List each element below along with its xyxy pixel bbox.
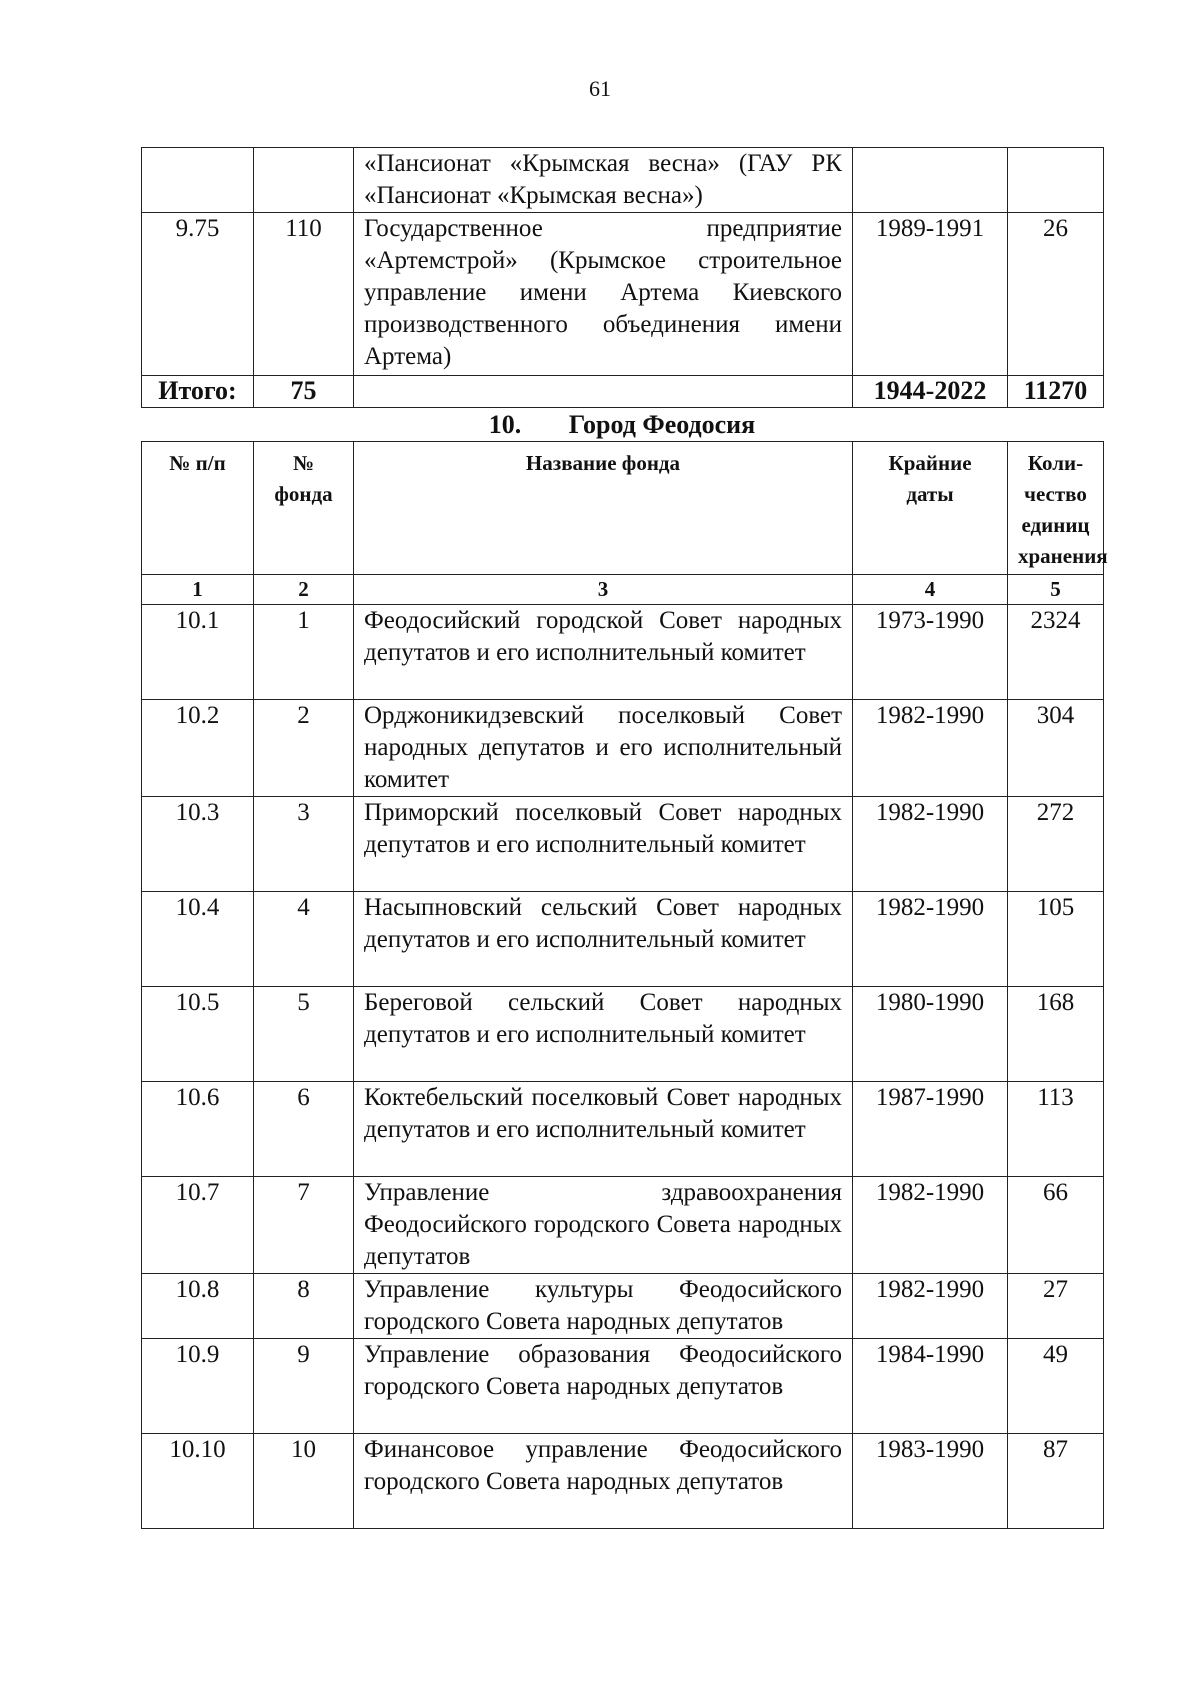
- storage-units: 113: [1008, 1082, 1104, 1177]
- fond-number: 8: [254, 1274, 354, 1339]
- fond-name: Управление культуры Феодосийского городского Совета народных депутатов: [354, 1274, 853, 1339]
- row-number: 9.75: [142, 213, 254, 376]
- column-number-row: [142, 575, 1104, 605]
- column-number: 4: [853, 575, 1008, 605]
- row-number: 10.2: [142, 700, 254, 797]
- row-number: 10.10: [142, 1434, 254, 1529]
- fond-name: Приморский поселковый Совет народных депутатов и его исполнительный комитет: [354, 797, 853, 892]
- storage-units: 272: [1008, 797, 1104, 892]
- column-number: 3: [354, 575, 853, 605]
- fond-number: 6: [254, 1082, 354, 1177]
- row-number: 10.5: [142, 987, 254, 1082]
- fond-number: 4: [254, 892, 354, 987]
- fonds-table: [141, 441, 1108, 1529]
- total-count: 11270: [1008, 376, 1104, 408]
- column-number: 1: [142, 575, 254, 605]
- storage-units: 168: [1008, 987, 1104, 1082]
- fond-number: 9: [254, 1339, 354, 1434]
- table-row: [142, 892, 1104, 987]
- fond-number: 7: [254, 1177, 354, 1274]
- storage-units: 2324: [1008, 605, 1104, 700]
- fond-name: Орджоникидзевский поселковый Совет народных депутатов и его исполнительный комитет: [354, 700, 853, 797]
- table-row: [142, 148, 1104, 213]
- row-number: 10.6: [142, 1082, 254, 1177]
- extreme-dates: 1982-1990: [853, 700, 1008, 797]
- extreme-dates: 1982-1990: [853, 1274, 1008, 1339]
- table-row: [142, 1177, 1104, 1274]
- storage-units: 49: [1008, 1339, 1104, 1434]
- row-number: 10.1: [142, 605, 254, 700]
- fond-name: Управление образования Феодосийского городского Совета народных депутатов: [354, 1339, 853, 1434]
- extreme-dates: 1983-1990: [853, 1434, 1008, 1529]
- table-row: [142, 700, 1104, 797]
- storage-units: 87: [1008, 1434, 1104, 1529]
- fond-number: 110: [254, 213, 354, 376]
- header-num: № п/п: [142, 442, 254, 575]
- row-number: [142, 148, 254, 213]
- table-row: [142, 1082, 1104, 1177]
- table-row: [142, 1339, 1104, 1434]
- header-dates: Крайние даты: [853, 442, 1008, 575]
- table-row: [142, 213, 1104, 376]
- storage-units: 27: [1008, 1274, 1104, 1339]
- header-count: Коли-чество единиц хранения: [1008, 442, 1104, 575]
- fond-number: 2: [254, 700, 354, 797]
- header-fond: № фонда: [254, 442, 354, 575]
- fond-number: 5: [254, 987, 354, 1082]
- extreme-dates: 1982-1990: [853, 1177, 1008, 1274]
- extreme-dates: 1973-1990: [853, 605, 1008, 700]
- table-row: [142, 797, 1104, 892]
- fond-name: Береговой сельский Совет народных депутатов и его исполнительный комитет: [354, 987, 853, 1082]
- extreme-dates: 1980-1990: [853, 987, 1008, 1082]
- section-heading: [141, 409, 1103, 441]
- extreme-dates: 1982-1990: [853, 797, 1008, 892]
- extreme-dates: 1987-1990: [853, 1082, 1008, 1177]
- storage-units: 304: [1008, 700, 1104, 797]
- table-header-row: [142, 442, 1104, 575]
- table-row: [142, 1434, 1104, 1529]
- continuation-table: [141, 147, 1104, 408]
- total-row: [142, 376, 1104, 408]
- extreme-dates: 1984-1990: [853, 1339, 1008, 1434]
- total-fond-count: 75: [254, 376, 354, 408]
- extreme-dates: [853, 148, 1008, 213]
- column-number: 2: [254, 575, 354, 605]
- table-row: [142, 987, 1104, 1082]
- row-number: 10.9: [142, 1339, 254, 1434]
- storage-units: 26: [1008, 213, 1104, 376]
- storage-units: [1008, 148, 1104, 213]
- fond-name: Управление здравоохранения Феодосийского городского Совета народных депутатов: [354, 1177, 853, 1274]
- storage-units: 66: [1008, 1177, 1104, 1274]
- fond-name: Государственное предприятие «Артемстрой» (Крымское строительное управление имени Артема Киевского производственного объединения имени Артема): [354, 213, 853, 376]
- storage-units: 105: [1008, 892, 1104, 987]
- fond-name: Коктебельский поселковый Совет народных депутатов и его исполнительный комитет: [354, 1082, 853, 1177]
- row-number: 10.8: [142, 1274, 254, 1339]
- page-number: 61: [589, 76, 611, 101]
- row-number: 10.3: [142, 797, 254, 892]
- fond-name: «Пансионат «Крымская весна» (ГАУ РК «Пансионат «Крымская весна»): [354, 148, 853, 213]
- fond-number: 10: [254, 1434, 354, 1529]
- fond-number: 1: [254, 605, 354, 700]
- fond-number: 3: [254, 797, 354, 892]
- row-number: 10.4: [142, 892, 254, 987]
- total-dates: 1944-2022: [853, 376, 1008, 408]
- table-row: [142, 1274, 1104, 1339]
- column-number: 5: [1008, 575, 1104, 605]
- fond-number: [254, 148, 354, 213]
- total-name-empty: [354, 376, 853, 408]
- fond-name: Феодосийский городской Совет народных депутатов и его исполнительный комитет: [354, 605, 853, 700]
- extreme-dates: 1989-1991: [853, 213, 1008, 376]
- total-label: Итого:: [142, 376, 254, 408]
- fond-name: Насыпновский сельский Совет народных депутатов и его исполнительный комитет: [354, 892, 853, 987]
- section-number: 10.: [488, 410, 522, 439]
- fond-name: Финансовое управление Феодосийского городского Совета народных депутатов: [354, 1434, 853, 1529]
- section-title: Город Феодосия: [568, 410, 756, 439]
- header-name: Название фонда: [354, 442, 853, 575]
- table-row: [142, 605, 1104, 700]
- extreme-dates: 1982-1990: [853, 892, 1008, 987]
- row-number: 10.7: [142, 1177, 254, 1274]
